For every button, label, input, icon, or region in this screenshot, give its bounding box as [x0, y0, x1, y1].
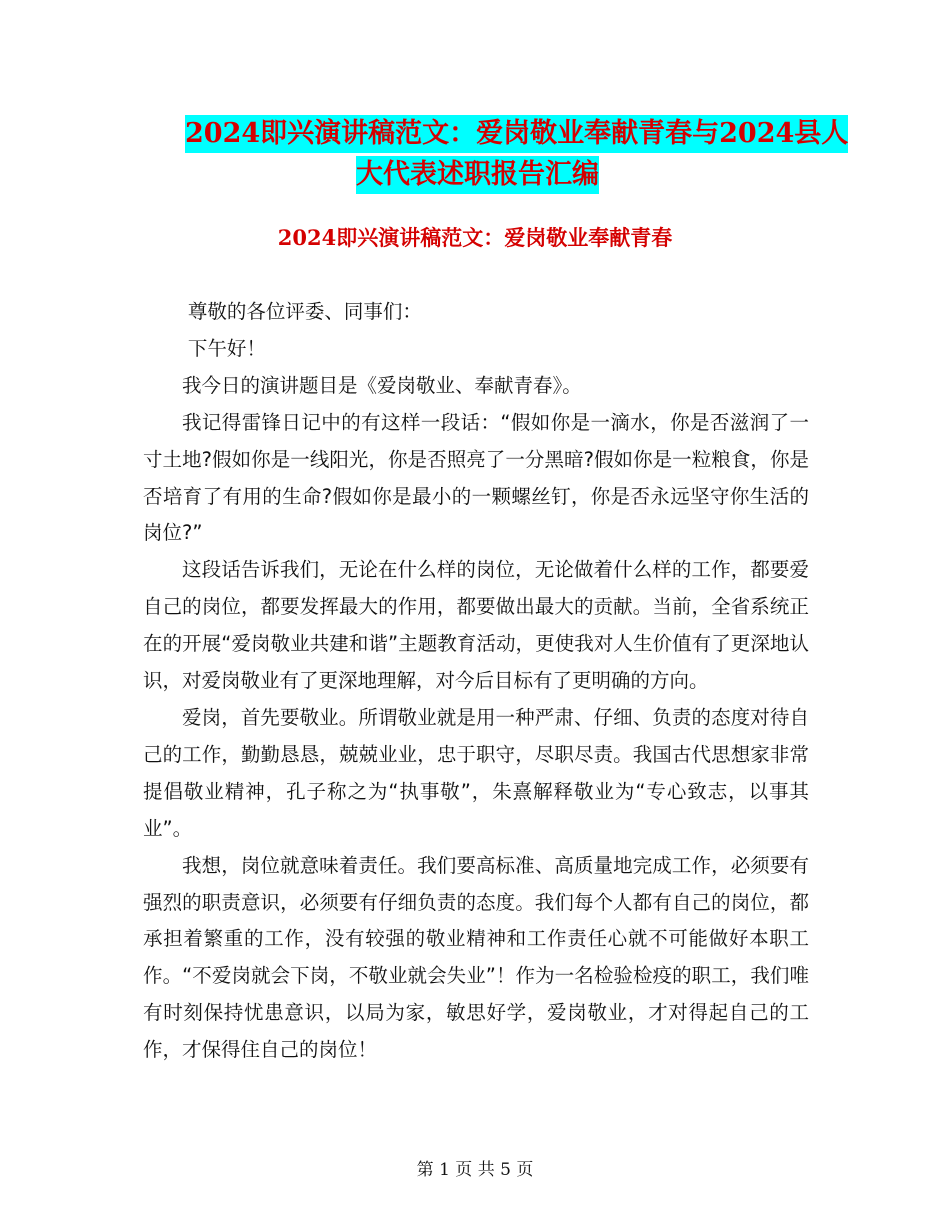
- paragraph: 这段话告诉我们，无论在什么样的岗位，无论做着什么样的工作，都要爱自己的岗位，都要发挥最大的作用，都要做出最大的贡献。当前，全省系统正在的开展“爱岗敬业共建和谐”主题教育活动，更使我对人生价值有了更深地认识，对爱岗敬业有了更深地理解，对今后目标有了更明确的方向。: [143, 558, 809, 693]
- paragraph-salutation: 尊敬的各位评委、同事们：: [187, 300, 422, 323]
- paragraph: 我今日的演讲题目是《爱岗敬业、奉献青春》。: [182, 373, 582, 397]
- body-text: [143, 294, 809, 1069]
- document-title-line-1: 2024即兴演讲稿范文：爱岗敬业奉献青春与2024县人: [185, 115, 848, 153]
- paragraph: 我想，岗位就意味着责任。我们要高标准、高质量地完成工作，必须要有强烈的职责意识，必须要有仔细负责的态度。我们每个人都有自己的岗位，都承担着繁重的工作，没有较强的敬业精神和工作责任心就不可能做好本职工作。“不爱岗就会下岗，不敬业就会失业”！作为一名检验检疫的职工，我们唯有时刻保持忧患意识，以局为家，敏思好学，爱岗敬业，才对得起自己的工作，才保得住自己的岗位！: [143, 853, 809, 1062]
- page-number-footer: 第 1 页 共 5 页: [416, 1160, 534, 1180]
- document-title-line-2: 大代表述职报告汇编: [356, 156, 599, 194]
- section-heading: 2024即兴演讲稿范文：爱岗敬业奉献青春: [277, 225, 673, 250]
- paragraph: 爱岗，首先要敬业。所谓敬业就是用一种严肃、仔细、负责的态度对待自己的工作，勤勤恳恳，兢兢业业，忠于职守，尽职尽责。我国古代思想家非常提倡敬业精神，孔子称之为“执事敬”，朱熹解释敬业为“专心致志，以事其业”。: [143, 705, 809, 840]
- paragraph-greeting: 下午好！: [187, 336, 266, 360]
- paragraph: 我记得雷锋日记中的有这样一段话：“假如你是一滴水，你是否滋润了一寸土地?假如你是一线阳光，你是否照亮了一分黑暗?假如你是一粒粮食，你是否培育了有用的生命?假如你是最小的一颗螺丝钉，你是否永远坚守你生活的岗位?”: [143, 410, 809, 545]
